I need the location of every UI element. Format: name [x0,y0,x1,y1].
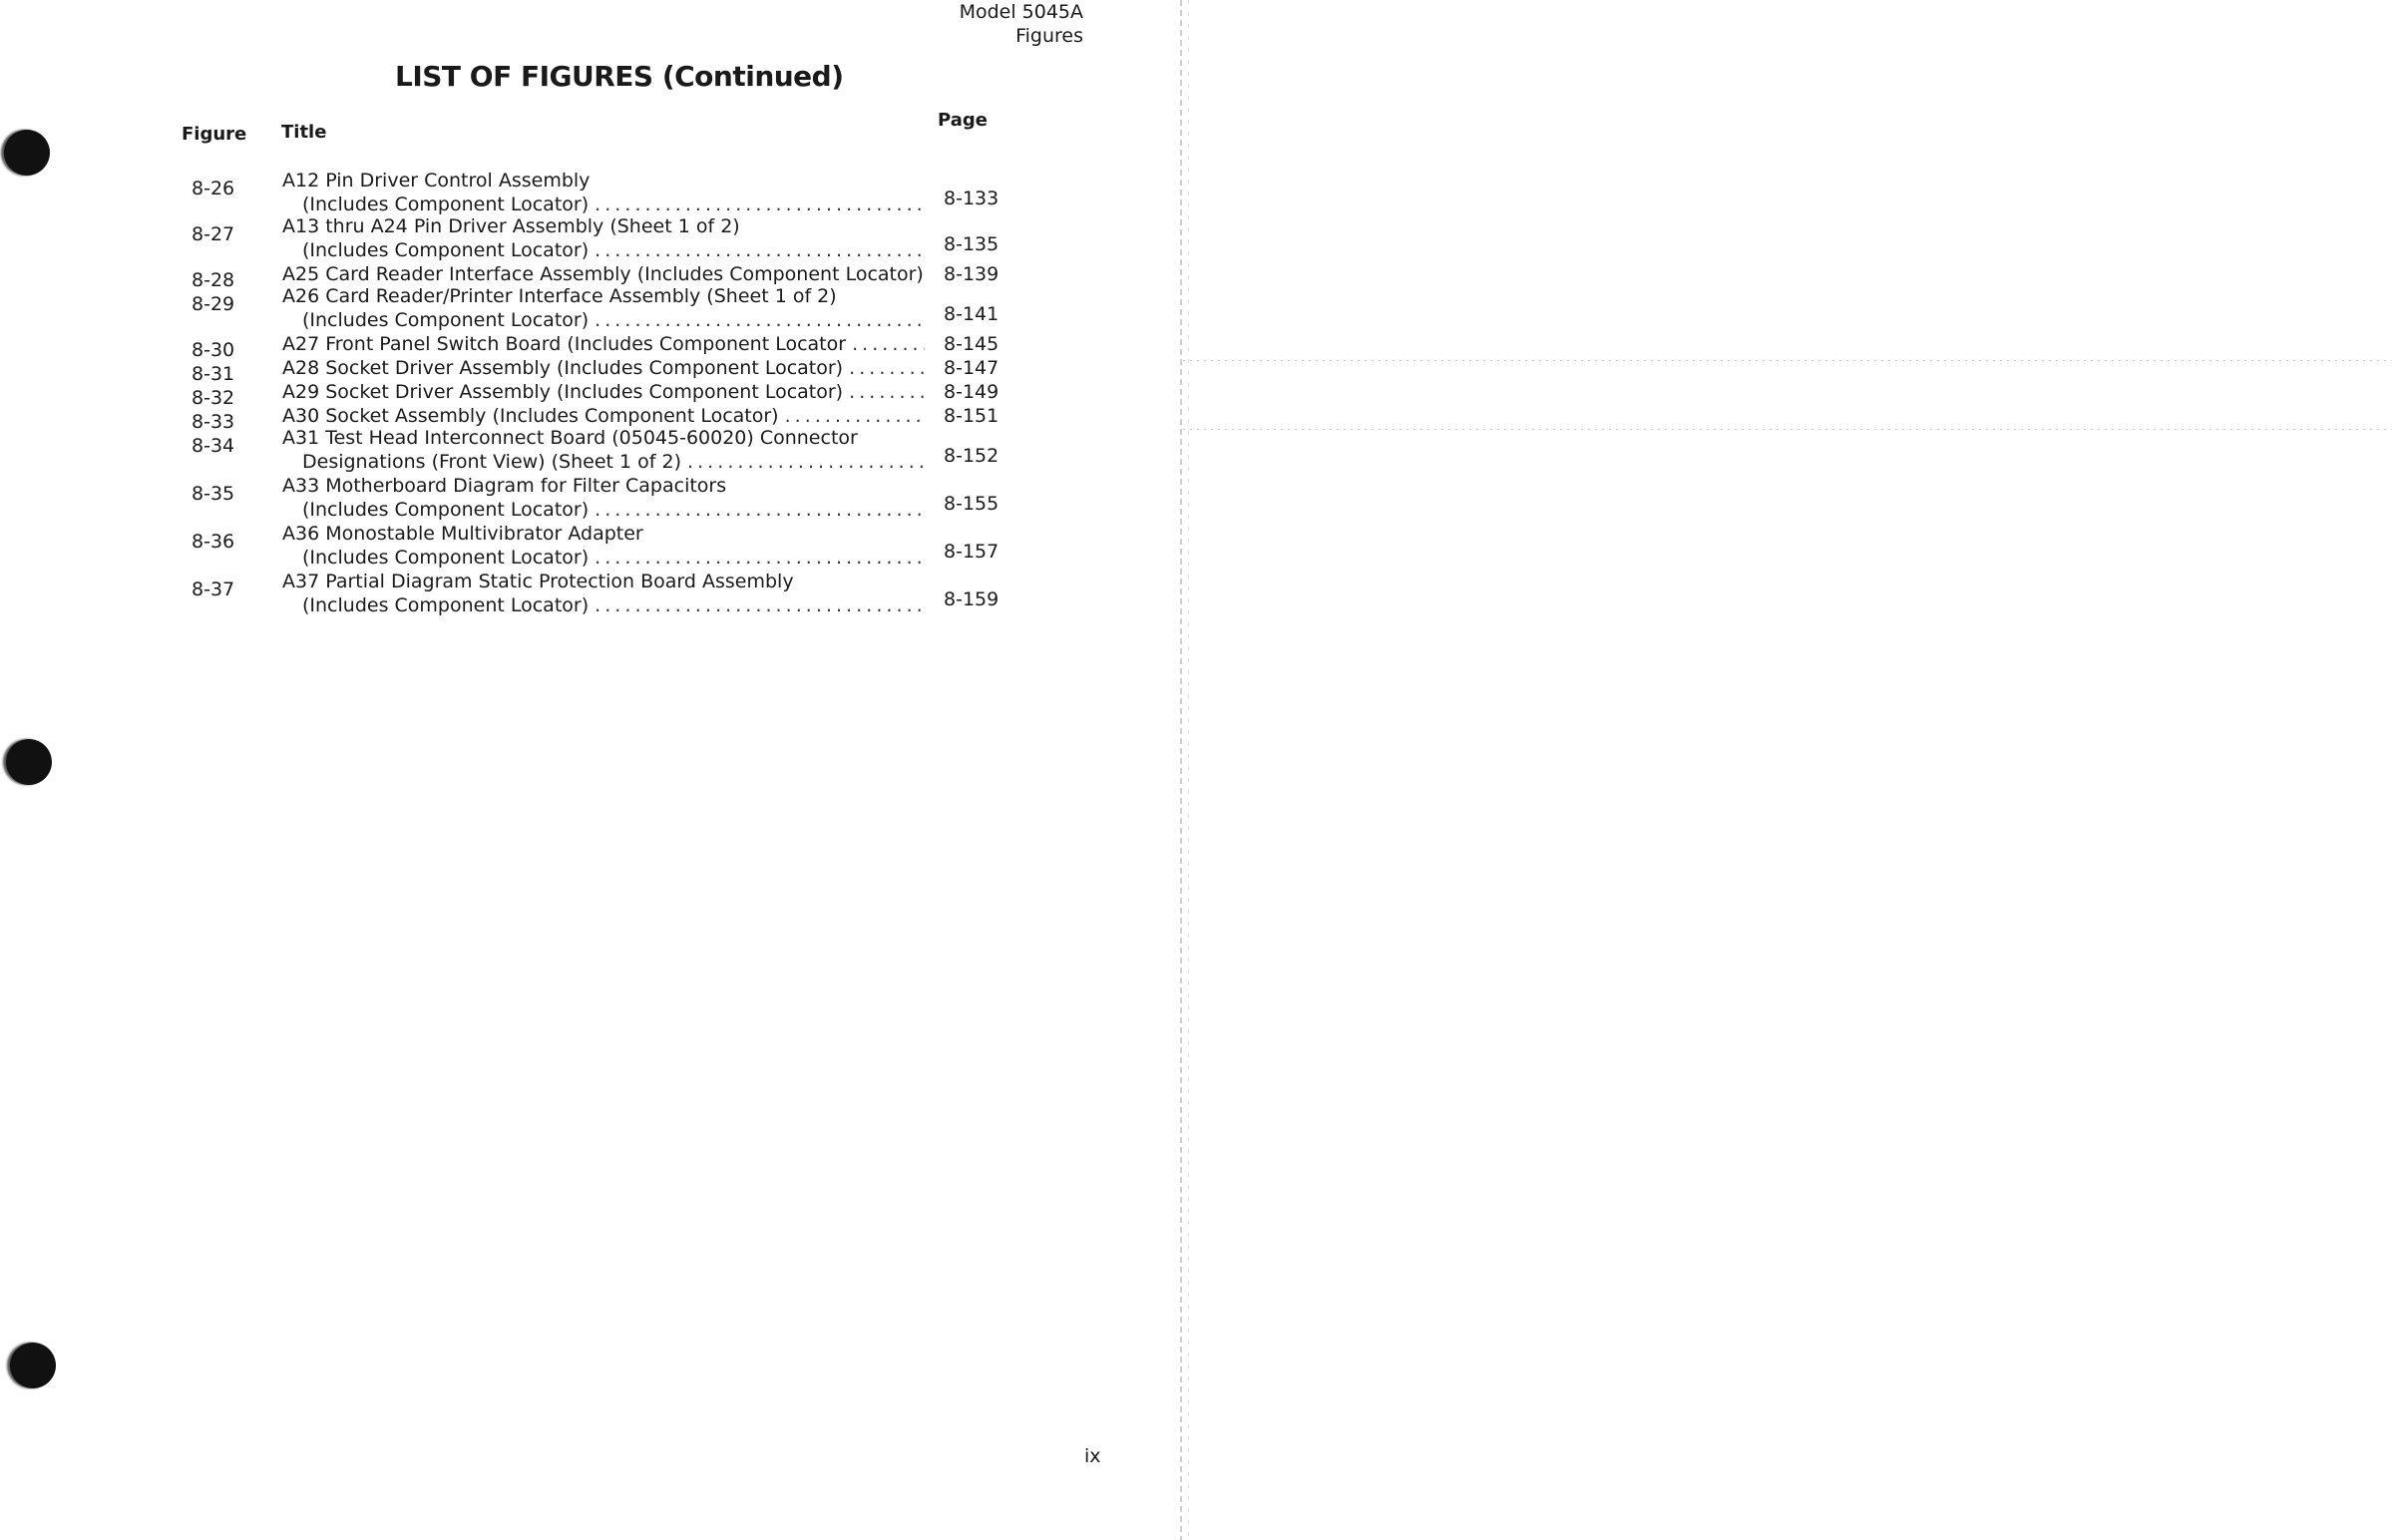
page-reference: 8-139 [944,263,999,285]
dot-leader [595,193,925,215]
figure-title-text: A25 Card Reader Interface Assembly (Includes Component Locator) [282,263,924,285]
figure-number: 8-37 [192,578,235,600]
figure-title-line2 [302,499,931,521]
figure-title-line1 [282,405,931,427]
figure-title-continuation: (Includes Component Locator) [302,499,590,521]
running-header [960,0,1083,48]
page-reference: 8-152 [944,445,999,467]
binder-hole [10,1343,56,1388]
figure-title-continuation: (Includes Component Locator) [302,239,590,261]
figure-title-continuation: (Includes Component Locator) [302,594,590,616]
figure-title-line1 [282,523,643,545]
figure-title-line1 [282,263,931,285]
dot-leader [852,333,925,355]
page-reference: 8-159 [944,588,999,610]
dot-leader [595,239,925,261]
figure-title-line1 [282,571,794,592]
figure-title-line1 [282,170,590,192]
figure-title-line2 [302,451,931,473]
figure-title-line1 [282,215,740,237]
page-fold-line-secondary [1188,0,1189,1540]
figure-title-line1 [282,285,837,307]
page-reference: 8-133 [944,188,999,209]
dot-leader [595,309,925,331]
figure-number: 8-32 [192,387,235,409]
figure-title-continuation: (Includes Component Locator) [302,547,590,569]
figure-number: 8-33 [192,411,235,433]
figure-title-continuation: (Includes Component Locator) [302,193,590,215]
figure-title-line2 [302,594,931,616]
page-reference: 8-151 [944,405,999,427]
figure-title-line1 [282,427,858,449]
section-label: Figures [1015,25,1083,47]
figure-title-text: A27 Front Panel Switch Board (Includes Component Locator [282,333,847,355]
model-label: Model 5045A [959,1,1083,23]
figure-title-text: A31 Test Head Interconnect Board (05045-60020) Connector [282,427,858,449]
figure-number: 8-28 [192,269,235,291]
figure-number: 8-34 [192,435,235,457]
binder-hole [6,739,52,785]
page-reference: 8-155 [944,493,999,515]
figure-number: 8-29 [192,293,235,315]
figure-title-text: A30 Socket Assembly (Includes Component Locator) [282,405,779,427]
column-header-title: Title [281,122,327,143]
figure-title-continuation: Designations (Front View) (Sheet 1 of 2) [302,451,681,473]
page-reference: 8-157 [944,541,999,563]
page-reference: 8-149 [944,381,999,403]
figure-number: 8-36 [192,531,235,553]
binder-hole [4,130,50,176]
page-reference: 8-141 [944,303,999,325]
right-page-blank [1183,0,2392,1540]
figure-number: 8-26 [192,178,235,199]
figure-title-text: A36 Monostable Multivibrator Adapter [282,523,643,545]
scan-artifact-line [1183,429,2392,430]
figure-title-text: A28 Socket Driver Assembly (Includes Component Locator) [282,357,844,379]
figure-title-line2 [302,239,931,261]
dot-leader [595,499,925,521]
figure-number: 8-31 [192,363,235,385]
dot-leader [849,381,925,403]
figure-entry [0,571,1183,626]
page-number: ix [1084,1445,1101,1467]
figure-title-line2 [302,193,931,215]
figure-title-text: A26 Card Reader/Printer Interface Assembly (Sheet 1 of 2) [282,285,837,307]
figure-title-continuation: (Includes Component Locator) [302,309,590,331]
figure-title-text: A13 thru A24 Pin Driver Assembly (Sheet 1 of 2) [282,215,740,237]
figure-title-text: A33 Motherboard Diagram for Filter Capacitors [282,475,727,497]
page-title: LIST OF FIGURES (Continued) [395,60,844,93]
figure-number: 8-35 [192,483,235,505]
figure-title-line2 [302,547,931,569]
figure-title-line2 [302,309,931,331]
column-header-figure: Figure [182,124,247,145]
figure-title-line1 [282,475,726,497]
dot-leader [595,547,925,569]
page-reference: 8-147 [944,357,999,379]
figure-number: 8-30 [192,339,235,361]
figure-title-line1 [282,381,931,403]
dot-leader [687,451,925,473]
dot-leader [849,357,925,379]
dot-leader [785,405,925,427]
page-reference: 8-135 [944,233,999,255]
figure-title-text: A29 Socket Driver Assembly (Includes Component Locator) [282,381,844,403]
figure-number: 8-27 [192,223,235,245]
figure-title-line1 [282,333,931,355]
figure-title-text: A12 Pin Driver Control Assembly [282,170,591,192]
scan-artifact-line [1183,360,2392,361]
figure-title-line1 [282,357,931,379]
page-reference: 8-145 [944,333,999,355]
figure-title-text: A37 Partial Diagram Static Protection Board Assembly [282,571,794,592]
column-header-page: Page [938,110,988,131]
dot-leader [595,594,925,616]
